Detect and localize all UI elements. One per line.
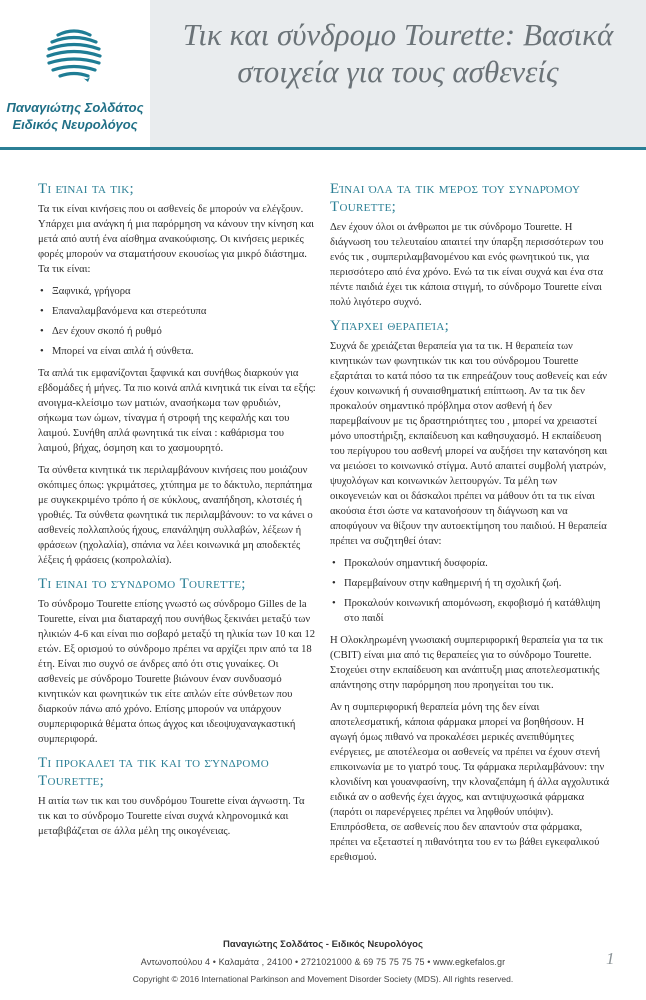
tic-features-list [38,284,318,359]
section-what-is-tourette [38,575,318,747]
list-item: • Μπορεί να είναι απλά ή σύνθετα. [38,344,318,359]
paragraph: Συχνά δε χρειάζεται θεραπεία για τα τικ. Η θεραπεία των κινητικών των φωνητικών τικ και του σύνδρομου Tourette εξαρτάται το κατά πόσο τα τικ επηρεάζουν τους ασθενείς και εάν έχουν κοινωνική ή συναισθηματική επίπτωση. Αν τα τικ δεν προκαλούν σημαντικό πρόβλημα στον ασθενή ή δεν παρεμβαίνουν με τις δραστηριότητες του , μπορεί να χρειαστεί μόνο υποστήριξη, εκπαίδευση και καθησυχασμό. Η εκπαίδευση του περίγυρου του ασθενή μπορεί να αυξήσει την κατανόηση και να μειώσει το κοινωνικό στίγμα. Αυτό απαιτεί συμβολή γιατρών, ψυχολόγων και κοινωνικών λειτουργών. Τα μέλη των οικογενειών και οι δάσκαλοι πρέπει να μάθουν ότι τα τικ είναι ακούσια έτσι ώστε να κατανοήσουν τη διάγνωση και να αποφύγουν να θίξουν την αυτοεκτίμηση του παιδιού. Η θεραπεία πρέπει να συζητηθεί όταν: [330,341,608,547]
paragraph: Αν η συμπεριφορική θεραπεία μόνη της δεν είναι αποτελεσματική, κάποια φάρμακα μπορεί να βοηθήσουν. Η αγωγή όμως πιθανό να προκαλέσει μερικές ανεπιθύμητες ενέργειες, με αποτέλεσμα οι ασθενείς να πρέπει να έχουν στενή επικοινωνία με το γιατρό τους. Τα φάρμακα περιλαμβάνουν: την κλονιδίνη και γουανφασίνη, την κλοναζεπάμη ή άλλα αγχολυτικά ειδικά αν ο ασθενής έχει άγχος, και αντιψυχωσικά φάρμακα (παρότι οι παρενέργειες πρέπει να ληφθούν υπόψιν). Επιπρόσθετα, σε ασθενείς που δεν απαντούν στα φάρμακα, πρέπει να εξεταστεί η πιθανότητα του εν τω βάθει εγκεφαλικού ερεθισμού. [330,702,610,863]
author-block [0,99,150,133]
paragraph: Τα τικ είναι κινήσεις που οι ασθενείς δε μπορούν να ελέγξουν. Υπάρχει μια ανάγκη ή μια παρόρμηση να κάνουν την κίνηση και μετά από αυτή ένα αίσθημα ανακούφισης. Οι κινήσεις μερικές φορές μπορούν να σταματήσουν εκουσίως για μικρό διάστημα. Τα τικ είναι: [38,204,314,275]
section-heading: Είναι όλα τα τικ μέρος του συνδρόμου Tourette; [330,181,581,215]
brain-logo-icon [44,25,104,83]
list-item: • Παρεμβαίνουν στην καθημερινή ή τη σχολική ζωή. [330,576,610,591]
section-heading: Τι προκαλεί τα τικ και το σύνδρομο Tourette; [38,755,269,789]
list-item: • Προκαλούν σημαντική δυσφορία. [330,556,610,571]
author-title: Ειδικός Νευρολόγος [12,117,138,132]
list-item: • Ξαφνικά, γρήγορα [38,284,318,299]
page-footer [0,938,646,986]
section-heading: Υπάρχει θεραπεία; [330,318,450,334]
page-title: Τικ και σύνδρομο Tourette: Βασικά στοιχεία για τους ασθενείς [182,17,614,89]
footer-copyright: Copyright © 2016 International Parkinson and Movement Disorder Society (MDS). All rights reserved. [132,974,514,984]
paragraph: Δεν έχουν όλοι οι άνθρωποι με τικ σύνδρομο Tourette. Η διάγνωση του τελευταίου απαιτεί την ύπαρξη περισσότερων του ενός τικ , συμπεριλαμβανομένου και ενός φωνητικού τικ, για περισσότερο από ένα χρόνο. Ενώ τα τικ είναι συχνά και ένα στα πέντε παιδιά έχει τικ κάποια στιγμή, το σύνδρομο Tourette είναι πολύ λιγότερο συχνό. [330,222,604,308]
section-causes [38,754,318,839]
paragraph: Η Ολοκληρωμένη γνωσιακή συμπεριφορική θεραπεία για τα τικ (CBIT) είναι μια από τις θεραπείες για το σύνδρομο Tourette. Στοχεύει στην εκπαίδευση και ανάπτυξη μιας αποτελεσματικής απάντησης στην παρόρμηση που προηγείται του τικ. [330,635,604,691]
footer-author: Παναγιώτης Σολδάτος - Ειδικός Νευρολόγος [223,939,423,950]
left-column [38,180,318,846]
section-heading: Τι είναι τα τικ; [38,181,134,197]
right-column [330,180,610,872]
list-item: • Προκαλούν κοινωνική απομόνωση, εκφοβισμό ή κατάθλιψη στο παιδί [330,596,610,626]
page-number: 1 [606,949,615,968]
header-divider [0,147,646,150]
paragraph: Τα σύνθετα κινητικά τικ περιλαμβάνουν κινήσεις που μοιάζουν σκόπιμες όπως: γκριμάτσες, χτύπημα με το δάκτυλο, περπάτημα με συγκεκριμένο τρόπο ή σε κύκλους, αναπήδηση, κλοτσιές ή γροθιές. Τα σύνθετα φωνητικά τικ περιλαμβάνουν: το να κάνει ο ασθενείς πολλαπλούς ήχους, επανάληψη συλλαβών, λέξεων ή φράσεων (ηχολαλία), σπάνια να λέει κοινωνικά μη αποδεκτές λέξεις ή φράσεις (κοπρολαλία). [38,465,313,566]
section-what-are-tics [38,180,318,568]
treatment-criteria-list [330,556,610,626]
section-all-tics-tourette [330,180,610,310]
page-header [0,0,646,148]
author-name: Παναγιώτης Σολδάτος [6,100,144,115]
logo-area [0,0,150,148]
title-area [150,0,646,148]
section-treatment [330,317,610,865]
footer-contact: Αντωνοπούλου 4 • Καλαμάτα , 24100 • 2721021000 & 69 75 75 75 75 • www.egkefalos.gr [140,957,506,967]
paragraph: Τα απλά τικ εμφανίζονται ξαφνικά και συνήθως διαρκούν για εβδομάδες ή μήνες. Τα πιο κοινά απλά κινητικά τικ είναι τα εξής: ανοιγμα-κλείσιμο των ματιών, ανασήκωμα των φρυδιών, σήκωμα των ώμων, τίναγμα ή στροφή της κεφαλής και του λαιμού. Συνήθη απλά φωνητικά τικ είναι : καθάρισμα του λαιμού, βήχας, όσμηση και το χασμουρητό. [38,368,316,454]
paragraph: Το σύνδρομο Tourette επίσης γνωστό ως σύνδρομο Gilles de la Tourette, είναι μια διαταραχή που συνήθως ξεκινάει μεταξύ των ηλικιών 4-6 και είναι πιο σοβαρό μεταξύ τη ηλικία των 10 και 12 ετών. Εξ ορισμού το σύνδρομο πρέπει να αρχίζει πριν από τα 18 έτη. Είναι πιο συχνό σε άνδρες από ότι στις γυναίκες. Οι ασθενείς με σύνδρομο Tourette βιώνουν έναν συνδυασμό κινητικών και φωνητικών τικ είτε απλών είτε σύνθετων που διαρκούν πάνω από χρόνο. Επίσης μπορούν να υπάρχουν συμπεριφορικά θέματα όπως άγχος και ιδεοψυχαναγκαστική συμπεριφορά. [38,599,316,745]
list-item: • Επαναλαμβανόμενα και στερεότυπα [38,304,318,319]
paragraph: Η αιτία των τικ και του συνδρόμου Tourette είναι άγνωστη. Τα τικ και το σύνδρομο Tourette είναι συχνά κληρονομικά και μεταβιβάζεται σε άλλα μέλη της οικογένειας. [38,796,305,837]
list-item: • Δεν έχουν σκοπό ή ρυθμό [38,324,318,339]
section-heading: Τι είναι το σύνδρομο Tourette; [38,576,246,592]
